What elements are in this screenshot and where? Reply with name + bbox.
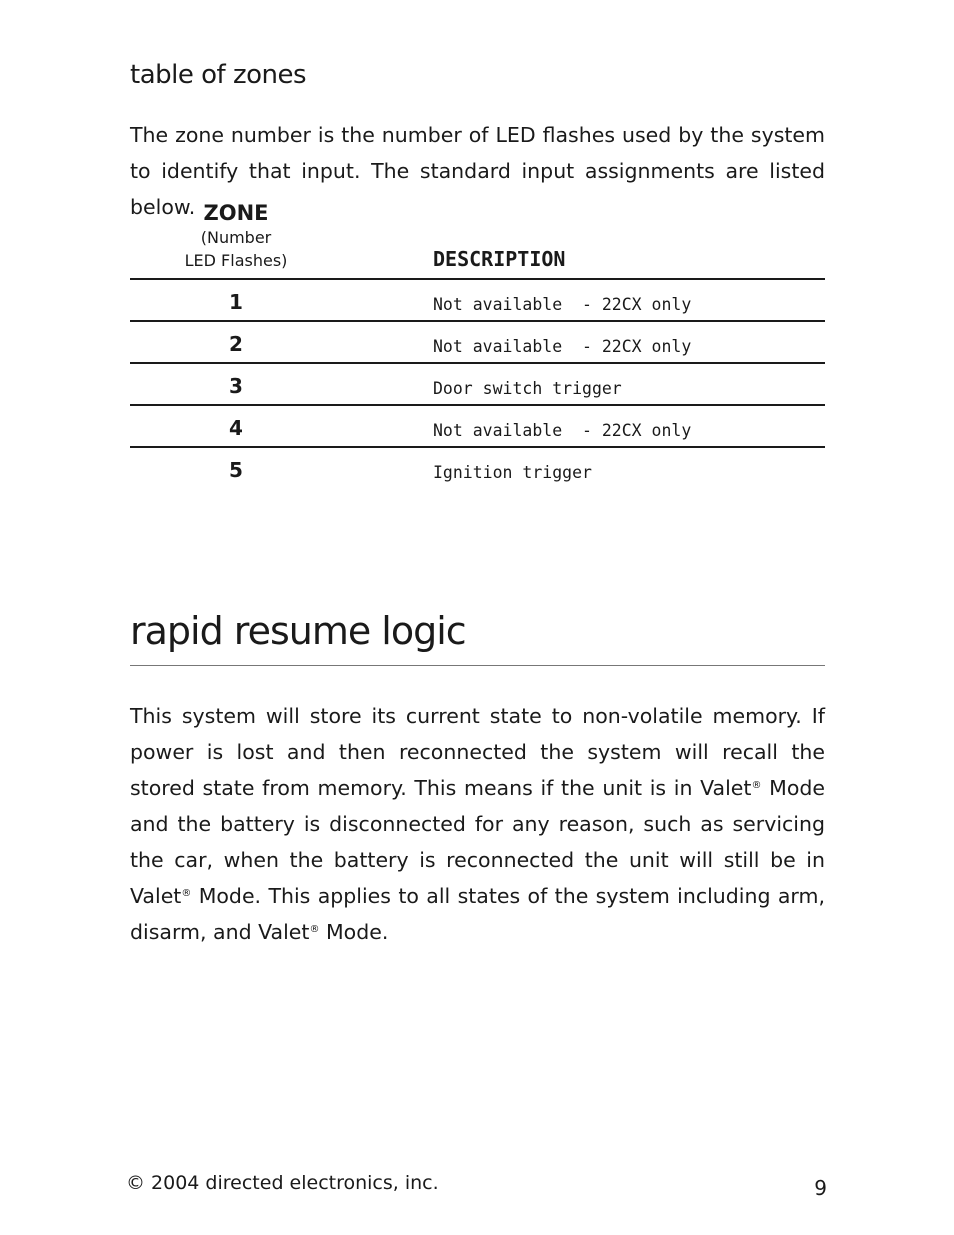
description-column-header: DESCRIPTION [433, 247, 566, 271]
zone-number: 2 [229, 332, 243, 356]
zone-description: Door switch trigger [433, 379, 622, 398]
zone-header-sub-2: LED Flashes) [184, 251, 288, 270]
zone-number: 1 [229, 290, 243, 314]
page-number: 9 [814, 1176, 827, 1200]
manual-page [126, 0, 827, 1235]
zone-number: 4 [229, 416, 243, 440]
paragraph-part: Mode. [319, 920, 389, 944]
table-row [130, 404, 825, 446]
zone-header-sub-1: (Number [200, 228, 272, 247]
table-row [130, 278, 825, 320]
paragraph-part: This system will store its current state to non-volatile memory. If power is lost and then reconnected the system will recall the stored state from memory. This means if the unit is in Valet [130, 704, 825, 800]
table-row [130, 446, 825, 488]
intro-paragraph: The zone number is the number of LED flashes used by the system to identify that input. The standard input assignments are listed below. [130, 123, 825, 219]
registered-mark: ® [181, 888, 192, 899]
rapid-resume-title: rapid resume logic [130, 605, 470, 657]
zone-column-header [130, 200, 342, 272]
zone-number: 3 [229, 374, 243, 398]
registered-mark: ® [751, 780, 762, 791]
registered-mark: ® [309, 924, 320, 935]
zone-description: Not available - 22CX only [433, 421, 692, 440]
zone-header-title: ZONE [203, 201, 269, 225]
section-title: table of zones [130, 60, 307, 90]
zone-number: 5 [229, 458, 243, 482]
table-row [130, 362, 825, 404]
paragraph-part: Mode. This applies to all states of the system including arm, disarm, and Valet [130, 884, 825, 944]
paragraph-part: Mode and the battery is disconnected for any reason, such as servicing the car, when the battery is reconnected the unit will still be in Valet [130, 776, 825, 908]
zone-description: Not available - 22CX only [433, 295, 692, 314]
zone-table [130, 278, 825, 488]
table-row [130, 320, 825, 362]
rapid-resume-heading-rule [130, 605, 825, 666]
footer-copyright: © 2004 directed electronics, inc. [126, 1172, 439, 1194]
rapid-resume-paragraph [130, 698, 825, 950]
zone-description: Ignition trigger [433, 463, 592, 482]
zone-description: Not available - 22CX only [433, 337, 692, 356]
